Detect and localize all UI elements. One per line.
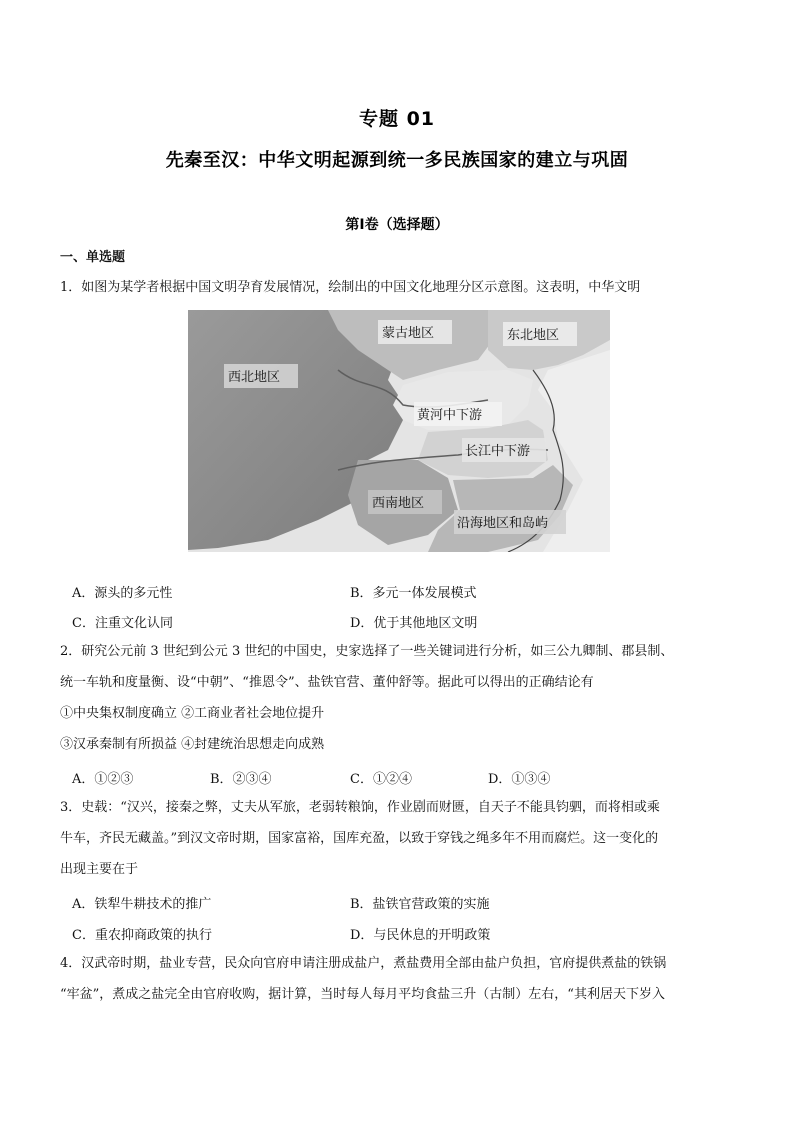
q3-stem-line1: 3．史载：“汉兴，接秦之弊，丈夫从军旅，老弱转粮饷，作业剧而财匮，自天子不能具钧驷，而将相或乘 (60, 800, 660, 815)
map-label-southwest: 西南地区 (372, 496, 425, 511)
document-subtitle: 先秦至汉：中华文明起源到统一多民族国家的建立与巩固 (165, 150, 629, 171)
q3-stem-line3: 出现主要在于 (60, 862, 139, 877)
q2-items-line2: ③汉承秦制有所损益 ④封建统治思想走向成熟 (60, 737, 325, 752)
volume-heading: 第Ⅰ卷（选择题） (345, 217, 449, 233)
map-label-mongolia: 蒙古地区 (382, 326, 435, 341)
q1-option-d[interactable]: D．优于其他地区文明 (350, 616, 478, 631)
map-graphic (188, 310, 610, 552)
map-label-yellow-river: 黄河中下游 (417, 408, 483, 423)
q1-option-b[interactable]: B．多元一体发展模式 (350, 586, 477, 601)
q2-items-line1: ①中央集权制度确立 ②工商业者社会地位提升 (60, 706, 325, 721)
q1-option-c[interactable]: C．注重文化认同 (72, 616, 173, 631)
map-label-yangtze: 长江中下游 (465, 444, 531, 459)
q3-option-c[interactable]: C．重农抑商政策的执行 (72, 928, 212, 943)
q4-stem-line2: “牢盆”，煮成之盐完全由官府收购，据计算，当时每人每月平均食盐三升（古制）左右，“其利居天下岁入 (60, 987, 665, 1002)
q2-stem-line1: 2．研究公元前 3 世纪到公元 3 世纪的中国史，史家选择了一些关键词进行分析，如三公九卿制、郡县制、 (60, 644, 674, 659)
q2-option-b[interactable]: B．②③④ (210, 772, 272, 787)
map-label-northwest: 西北地区 (228, 370, 281, 385)
q3-option-b[interactable]: B．盐铁官营政策的实施 (350, 897, 490, 912)
map-label-coastal: 沿海地区和岛屿 (457, 516, 549, 531)
q2-option-d[interactable]: D．①③④ (488, 772, 551, 787)
q2-option-a[interactable]: A．①②③ (72, 772, 134, 787)
map-label-northeast: 东北地区 (507, 328, 560, 343)
q1-option-a[interactable]: A．源头的多元性 (72, 586, 173, 601)
document-title: 专题 01 (358, 108, 436, 130)
section-heading: 一、单选题 (60, 250, 126, 265)
q1-stem: 1．如图为某学者根据中国文明孕育发展情况，绘制出的中国文化地理分区示意图。这表明，中华文明 (60, 280, 641, 295)
q2-stem-line2: 统一车轨和度量衡、设“中朝”、“推恩令”、盐铁官营、董仲舒等。据此可以得出的正确结论有 (60, 675, 594, 690)
q3-option-d[interactable]: D．与民休息的开明政策 (350, 928, 491, 943)
culture-region-map (188, 310, 610, 552)
q3-stem-line2: 牛车，齐民无藏盖。”到汉文帝时期，国家富裕，国库充盈，以致于穿钱之绳多年不用而腐烂。这一变化的 (60, 831, 659, 846)
q3-option-a[interactable]: A．铁犁牛耕技术的推广 (72, 897, 212, 912)
q4-stem-line1: 4．汉武帝时期，盐业专营，民众向官府申请注册成盐户，煮盐费用全部由盐户负担，官府提供煮盐的铁锅 (60, 956, 667, 971)
q2-option-c[interactable]: C．①②④ (350, 772, 412, 787)
